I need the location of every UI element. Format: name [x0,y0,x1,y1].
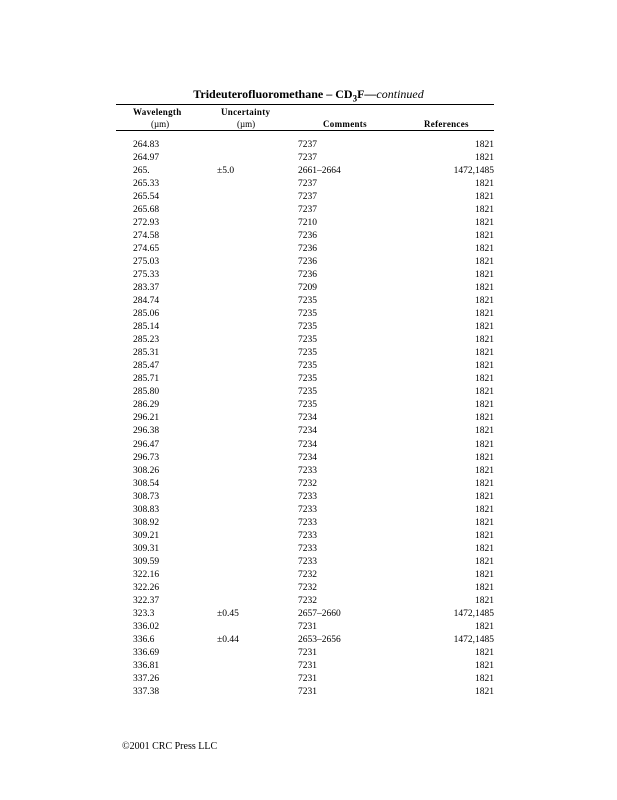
comments-cell: 7233 [298,530,317,541]
comments-cell: 7233 [298,491,317,502]
references-cell: 1821 [475,686,494,697]
title-subscript: 3 [352,93,358,104]
col-header-wavelength-unit: (µm) [151,119,170,129]
table-row [0,635,617,648]
wavelength-cell: 285.14 [133,322,160,333]
references-cell: 1472,1485 [453,608,494,619]
wavelength-cell: 308.54 [133,478,160,489]
wavelength-cell: 336.81 [133,660,160,671]
table-row [0,218,617,231]
comments-cell: 7235 [298,400,317,411]
comments-cell: 2661–2664 [298,166,341,176]
table-row [0,609,617,622]
table-row [0,440,617,453]
wavelength-cell: 308.92 [133,517,160,528]
table-row [0,453,617,466]
references-cell: 1821 [475,491,494,502]
comments-cell: 7234 [298,426,317,437]
references-cell: 1821 [475,465,494,476]
references-cell: 1821 [475,530,494,541]
comments-cell: 7209 [298,283,317,294]
references-cell: 1821 [475,517,494,528]
references-cell: 1821 [475,400,494,411]
wavelength-cell: 296.73 [133,452,160,463]
comments-cell: 2657–2660 [298,608,341,619]
comments-cell: 7234 [298,452,317,463]
wavelength-cell: 264.83 [133,140,160,150]
table-row [0,374,617,387]
wavelength-cell: 274.58 [133,231,160,242]
wavelength-cell: 296.47 [133,439,160,450]
table-row [0,270,617,283]
comments-cell: 7232 [298,478,317,489]
uncertainty-cell: ±5.0 [217,166,235,176]
wavelength-cell: 322.16 [133,569,160,580]
table-row [0,583,617,596]
table-row [0,648,617,661]
comments-cell: 7233 [298,517,317,528]
comments-cell: 7237 [298,140,317,150]
references-cell: 1821 [475,296,494,307]
references-cell: 1821 [475,218,494,229]
wavelength-cell: 275.33 [133,270,160,281]
references-cell: 1821 [475,257,494,268]
wavelength-cell: 309.59 [133,556,160,567]
title-continued: continued [376,87,424,101]
wavelength-cell: 309.21 [133,530,160,541]
comments-cell: 7231 [298,647,317,658]
table-row [0,335,617,348]
table-row [0,296,617,309]
wavelength-cell: 285.06 [133,309,160,320]
wavelength-cell: 265.33 [133,179,160,190]
comments-cell: 2653–2656 [298,634,341,645]
wavelength-cell: 284.74 [133,296,160,307]
references-cell: 1821 [475,283,494,294]
comments-cell: 7233 [298,556,317,567]
comments-cell: 7235 [298,361,317,372]
wavelength-cell: 285.31 [133,348,160,359]
title-suffix: F— [357,87,377,101]
table-row [0,205,617,218]
header-bottom-rule [116,130,494,131]
table-row [0,283,617,296]
references-cell: 1821 [475,556,494,567]
references-cell: 1821 [475,647,494,658]
comments-cell: 7210 [298,218,317,229]
wavelength-cell: 286.29 [133,400,160,411]
references-cell: 1821 [475,478,494,489]
comments-cell: 7237 [298,153,317,163]
table-row [0,400,617,413]
col-header-uncertainty-unit: (µm) [237,119,256,129]
references-cell: 1821 [475,543,494,554]
comments-cell: 7236 [298,270,317,281]
uncertainty-cell: ±0.44 [217,634,239,645]
comments-cell: 7234 [298,439,317,450]
comments-cell: 7233 [298,543,317,554]
wavelength-cell: 275.03 [133,257,160,268]
table-row [0,479,617,492]
references-cell: 1821 [475,387,494,398]
table-row [0,231,617,244]
col-header-wavelength: Wavelength [133,107,182,117]
table-row [0,492,617,505]
references-cell: 1821 [475,374,494,385]
comments-cell: 7233 [298,465,317,476]
comments-cell: 7231 [298,660,317,671]
wavelength-cell: 264.97 [133,153,160,163]
wavelength-cell: 337.38 [133,686,160,697]
wavelength-cell: 296.38 [133,426,160,437]
references-cell: 1821 [475,582,494,593]
wavelength-cell: 322.37 [133,595,160,606]
comments-cell: 7237 [298,205,317,216]
table-row [0,413,617,426]
wavelength-cell: 308.26 [133,465,160,476]
header-top-rule [116,104,494,105]
references-cell: 1472,1485 [453,166,494,176]
table-row [0,661,617,674]
table-row [0,544,617,557]
references-cell: 1821 [475,244,494,255]
references-cell: 1821 [475,361,494,372]
table-row [0,322,617,335]
table-row [0,426,617,439]
table-row [0,387,617,400]
references-cell: 1821 [475,231,494,242]
references-cell: 1821 [475,140,494,150]
table-row [0,518,617,531]
references-cell: 1821 [475,621,494,632]
uncertainty-cell: ±0.45 [217,608,239,619]
references-cell: 1821 [475,205,494,216]
comments-cell: 7234 [298,413,317,424]
comments-cell: 7237 [298,179,317,190]
table-row [0,179,617,192]
comments-cell: 7236 [298,231,317,242]
table-row [0,622,617,635]
comments-cell: 7232 [298,569,317,580]
references-cell: 1821 [475,504,494,515]
col-header-comments: Comments [323,119,367,129]
table-row [0,505,617,518]
wavelength-cell: 323.3 [133,608,155,619]
table-row [0,557,617,570]
table-row [0,570,617,583]
references-cell: 1821 [475,348,494,359]
wavelength-cell: 322.26 [133,582,160,593]
comments-cell: 7231 [298,673,317,684]
wavelength-cell: 336.6 [133,634,155,645]
references-cell: 1821 [475,335,494,346]
wavelength-cell: 308.83 [133,504,160,515]
references-cell: 1821 [475,179,494,190]
wavelength-cell: 296.21 [133,413,160,424]
table-row [0,348,617,361]
table-row [0,361,617,374]
references-cell: 1821 [475,322,494,333]
wavelength-cell: 285.80 [133,387,160,398]
references-cell: 1821 [475,192,494,203]
references-cell: 1472,1485 [453,634,494,645]
table-row [0,153,617,166]
comments-cell: 7237 [298,192,317,203]
references-cell: 1821 [475,413,494,424]
comments-cell: 7235 [298,335,317,346]
comments-cell: 7235 [298,387,317,398]
page-title [0,87,617,103]
wavelength-cell: 265.54 [133,192,160,203]
comments-cell: 7231 [298,621,317,632]
references-cell: 1821 [475,673,494,684]
wavelength-cell: 337.26 [133,673,160,684]
comments-cell: 7236 [298,244,317,255]
comments-cell: 7233 [298,504,317,515]
table-row [0,687,617,700]
comments-cell: 7235 [298,348,317,359]
wavelength-cell: 336.69 [133,647,160,658]
wavelength-cell: 274.65 [133,244,160,255]
references-cell: 1821 [475,595,494,606]
table-row [0,596,617,609]
wavelength-cell: 285.71 [133,374,160,385]
comments-cell: 7232 [298,582,317,593]
comments-cell: 7231 [298,686,317,697]
references-cell: 1821 [475,426,494,437]
references-cell: 1821 [475,309,494,320]
wavelength-cell: 265. [133,166,150,176]
references-cell: 1821 [475,153,494,163]
references-cell: 1821 [475,660,494,671]
comments-cell: 7235 [298,374,317,385]
comments-cell: 7235 [298,296,317,307]
table-row [0,257,617,270]
wavelength-cell: 285.23 [133,335,160,346]
comments-cell: 7235 [298,309,317,320]
col-header-uncertainty: Uncertainty [221,107,271,117]
table-row [0,166,617,179]
wavelength-cell: 265.68 [133,205,160,216]
table-row [0,140,617,153]
comments-cell: 7235 [298,322,317,333]
wavelength-cell: 308.73 [133,491,160,502]
table-row [0,192,617,205]
references-cell: 1821 [475,569,494,580]
comments-cell: 7236 [298,257,317,268]
references-cell: 1821 [475,270,494,281]
wavelength-cell: 272.93 [133,218,160,229]
copyright-footer: ©2001 CRC Press LLC [122,741,218,752]
wavelength-cell: 309.31 [133,543,160,554]
wavelength-cell: 283.37 [133,283,160,294]
references-cell: 1821 [475,439,494,450]
table-row [0,466,617,479]
col-header-references: References [424,119,469,129]
wavelength-cell: 336.02 [133,621,160,632]
table-row [0,309,617,322]
comments-cell: 7232 [298,595,317,606]
table-row [0,244,617,257]
wavelength-cell: 285.47 [133,361,160,372]
table-row [0,531,617,544]
title-main: Trideuterofluoromethane – CD [193,87,353,101]
references-cell: 1821 [475,452,494,463]
table-row [0,674,617,687]
